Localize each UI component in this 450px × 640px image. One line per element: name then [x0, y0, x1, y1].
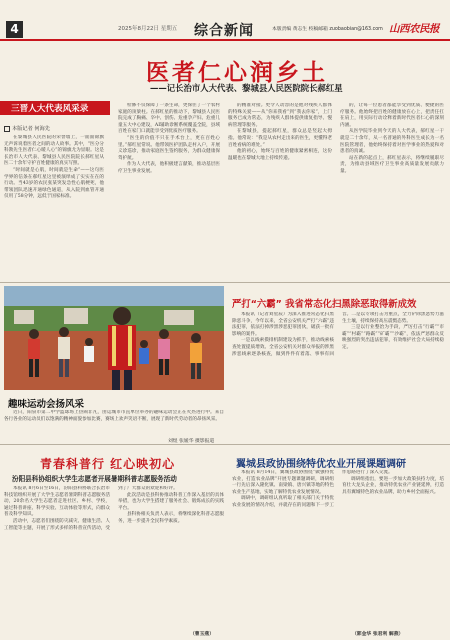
- paragraph: 三是以行业整治为手段，严厉打击“行霸”“市霸”“村霸”“路霸”“矿霸”“沙霸”，依法严惩群众反映强烈的突出违法犯罪，有效维护社会大局持续稳定。: [342, 325, 444, 350]
- photo-caption: [4, 410, 224, 438]
- byline-text: 本版记者 何海先: [12, 126, 50, 132]
- issue-date: [118, 24, 177, 32]
- paragraph: 调研组指出，要进一步加大政策扶持力度，培育壮大龙头企业，推动特优农业产业链延伸，打造具有翼城特色的农业品牌，助力乡村全面振兴。: [342, 476, 444, 495]
- article2-body: [232, 312, 444, 440]
- column-kicker: [0, 101, 110, 115]
- article3-subtitle: 汾阳县科协组织大学生志愿者开展暑期科普志愿服务活动: [12, 475, 177, 483]
- masthead-rule-red: [0, 39, 450, 41]
- page-number: [6, 21, 23, 38]
- article1-col3: [228, 103, 332, 277]
- divider: [0, 444, 450, 445]
- paragraph: 县科协相关负责人表示，将继续深化科普志愿服务，进一步提升全民科学素质。: [118, 512, 224, 524]
- article1-col2: [118, 103, 220, 277]
- paragraph: 活动中，志愿者们围绕防灾减灾、健康生活、人工智能等主题，开展了形式多样的科普宣传活动，受到了广大群众的欢迎和好评。: [4, 486, 178, 531]
- paragraph: 作为人大代表，他积极建言献策，推动基层医疗卫生事业发展。: [118, 162, 220, 174]
- article4-title: 翼城县政协围绕特优农业开展课题调研: [236, 459, 406, 470]
- photo-credit: 刘煜 张媛华 摄影报道: [168, 439, 215, 444]
- paragraph: 本报讯 8月14日，翼城县政协围绕“做强特优农业，打造农业品牌”开展专题课题调研，调研组一行先后深入隆化镇、南梁镇、唐兴镇等地的特色农业生产基地，实地了解特优农业发展情况。: [232, 470, 334, 495]
- paragraph: 他的初心，始终与百姓的健康紧密相连，这份温暖也在黎城大地上持续传递。: [228, 149, 332, 161]
- article3-credit: （曹玉燕）: [190, 632, 214, 637]
- article3-title: 青春科普行 红心映初心: [40, 457, 176, 471]
- paragraph: 本报讯 8月6日至16日，汾阳县科协联合长治市科技馆组织开展了大学生志愿者暑期科普志愿服务活动，20余名大学生志愿者走进社区、乡村、学校，通过科普讲座、科学实验、互动体验等形式，向群众普及科学知识。: [4, 486, 110, 518]
- article4-credit: （郭金华 张君利 解燕）: [352, 632, 404, 637]
- caption-text: 近日，阳泉市第二中学篮球场上热闹非凡，由运城市市直单位举办的趣味运动会正在火热进行中。来自各行各业的运动员们以饱满的精神面貌参加比赛，赛场上欢声笑语不断，展现了新时代劳动者的昂扬风采。: [4, 410, 224, 422]
- paragraph: 检修不仅保障了一条生命，更保住了一个农村家庭的顶梁柱。在郝红星的推动下，黎城县人民医院完成了胸痛、卒中、创伤、危重孕产妇、危重儿童五大中心建设，AI辅助诊断系统覆盖全院，县域百姓在家门口就能享受到优质医疗服务。: [118, 103, 220, 135]
- article1-subtitle: ——记长治市人大代表、黎城县人民医院院长郝红星: [150, 83, 343, 93]
- article1-title: 医者仁心润乡土: [146, 60, 328, 86]
- paragraph: 在黎城县，提起郝红星，群众总是竖起大拇指。他常说：“我是从农村走出来的医生，更懂得老百姓看病的难处。”: [228, 129, 332, 148]
- paragraph: “时间就是心肌，时间就是生命”——这句医学界的信条在郝红星这里被演绎成了实实在在的行动。当43岁的农民张某突发急性心肌梗死，他带领团队迅速开通绿色通道，从入院到血管开通仅用了58分钟，远低于国家标准。: [4, 167, 104, 200]
- article2-title: 严打“六霸” 我省常态化扫黑除恶取得新成效: [232, 299, 417, 310]
- article3-body: [4, 486, 224, 634]
- photo-frame: [4, 286, 224, 390]
- section-title: 综合新闻: [194, 23, 254, 39]
- date-text: 2025年8月22日: [118, 26, 159, 32]
- paragraph: 的，让每一位患者都能享受到优质、便捷的医疗服务。他始终把百姓的健康放在心上，把责任扛在肩上，用实际行动诠释着新时代医者仁心的深刻内涵。: [340, 103, 444, 128]
- paper-logo: 山西农民报: [389, 23, 439, 35]
- paragraph: 在黎城县人民医院的荣誉墙上，一面面锦旗无声诉说着医者之间的动人故事。其中，“医分分科教先生医者仁心暖人心”的锦旗尤为显眼。这是长治市人大代表、黎城县人民医院院长郝红星从医二十余年守护百姓健康的真实写照。: [4, 135, 104, 167]
- weekday-text: 星期五: [160, 26, 178, 32]
- byline-box-icon: [4, 126, 10, 132]
- paragraph: “医生的价值不只在手术台上，更在百姓心里。”郝红星常说。他带领医护团队走村入户，开展义诊巡诊，推动家庭医生签约服务，为群众健康保驾护航。: [118, 135, 220, 161]
- paragraph: 调研中，调研组认真听取了相关部门关于特优农业发展的情况介绍，并就存在的问题和下一步工作思路进行了深入交流。: [232, 470, 393, 508]
- paragraph: 从医学院毕业到今天的人大代表，郝红星一干就是二十余年，从一名普通的外科医生成长为一名医院管理者，他始终保持着对医学事业的热爱和对患者的真诚。: [340, 129, 444, 155]
- article1-col1: [4, 135, 104, 277]
- paragraph: 此次活动是县科协推动科普工作深入基层的具体举措，也为大学生搭建了服务社会、锻炼成长的实践平台。: [118, 492, 224, 511]
- article1-col4: [340, 103, 444, 277]
- photo-caption-title: 趣味运动会扬风采: [8, 399, 85, 410]
- paragraph: 的精准对接。更令人动容的是他对残疾人群体的特殊关爱——从“你来我看”到“我去你家”，上门服务已成为常态，为残疾人群体提供康复指导、慢病管理等服务。: [228, 103, 332, 128]
- editor-line: 本版责编 黄志生 校稿邮箱 zuobaobian@163.com: [272, 27, 383, 32]
- divider: [0, 282, 450, 283]
- paragraph: 站在新的起点上，郝红星表示，将继续履职尽责，为推动县域医疗卫生事业高质量发展贡献力量。: [340, 155, 444, 174]
- column-kicker-text: 三晋人大代表风采录: [11, 104, 89, 114]
- paragraph: 本报讯（记者刘星辰）为深入推进常态化扫黑除恶斗争，今年以来，全省公安机关严打“六霸”违法犯罪，依法打掉涉黑涉恶犯罪团伙，破获一批有影响的案件。: [232, 312, 334, 337]
- sports-photo: [4, 286, 224, 390]
- byline: [4, 125, 50, 132]
- page-number-text: 4: [10, 22, 19, 36]
- masthead: [0, 20, 450, 44]
- article4-body: [232, 470, 444, 630]
- paragraph: 一是以线索摸排机制建设为抓手，推动线索核查处置提质增效。全省公安机关对群众举报的涉黑涉恶线索逐条核查，做到件件有着落、事事有回音。二是以专项打击为重点，全力铲除黑恶势力滋生土壤，持续保持高压震慑态势。: [232, 312, 444, 357]
